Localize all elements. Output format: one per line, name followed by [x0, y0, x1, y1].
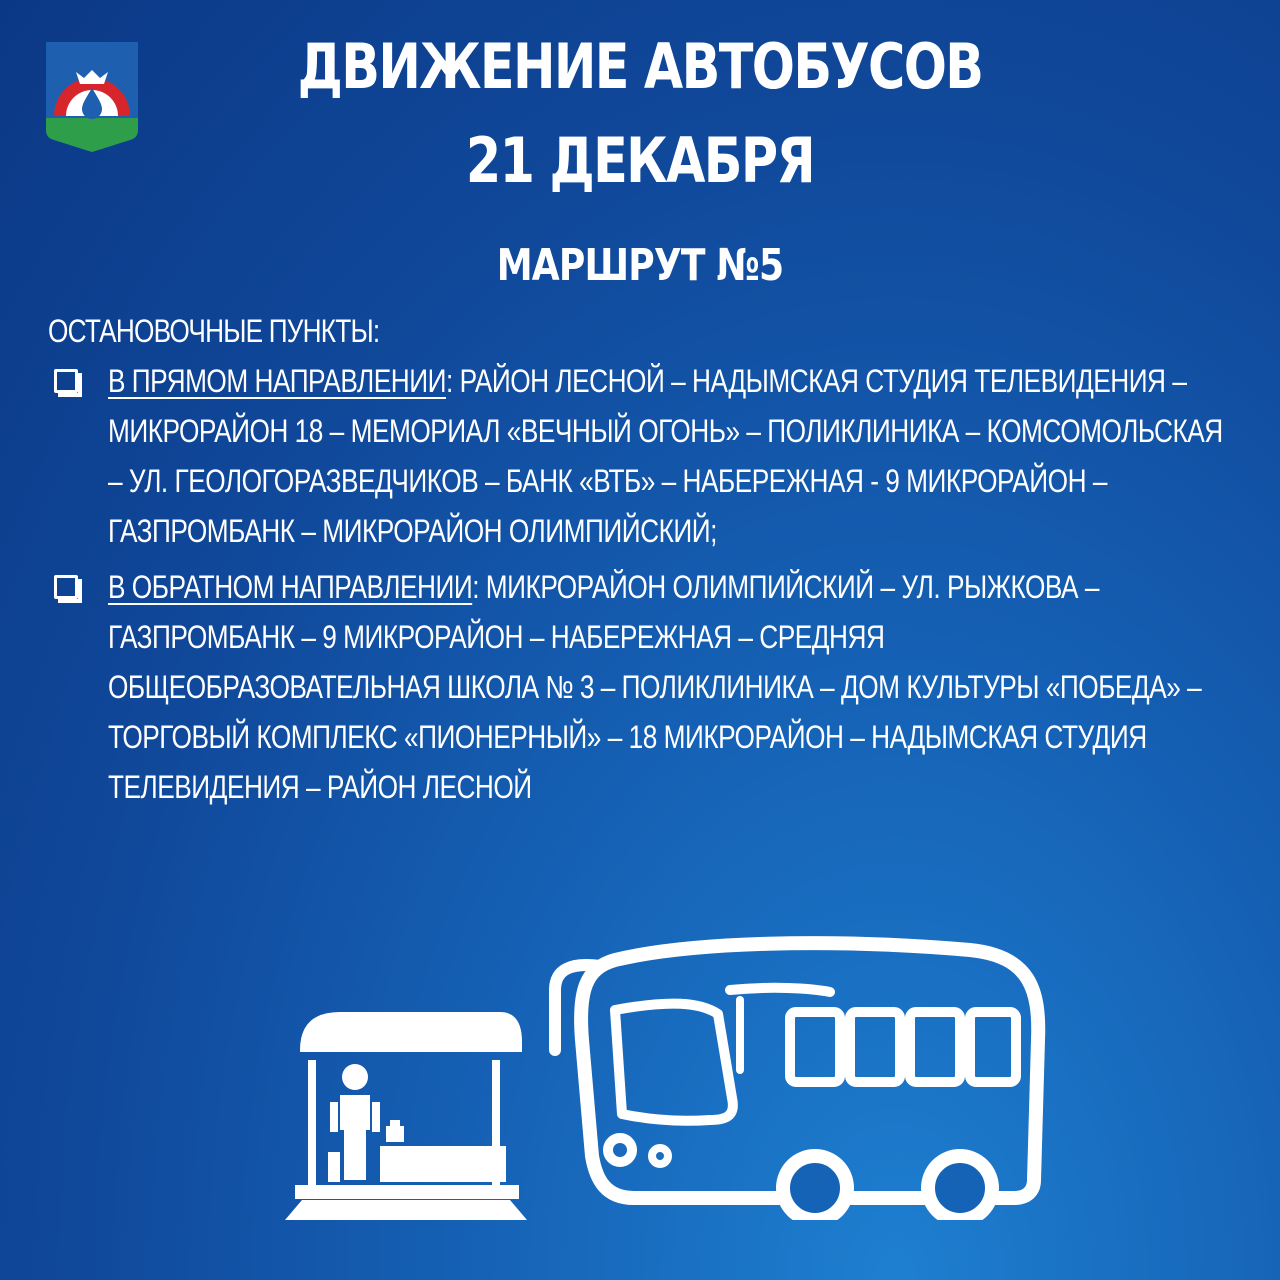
forward-direction-item [46, 356, 1256, 556]
backward-direction-text [108, 562, 1223, 812]
stops-label: ОСТАНОВОЧНЫЕ ПУНКТЫ: [48, 313, 380, 349]
route-title: МАРШРУТ №5 [496, 240, 784, 291]
page-title-line-2: 21 ДЕКАБРЯ [465, 124, 815, 197]
bus-stop-icon [285, 1012, 527, 1220]
checkbox-icon [54, 369, 78, 393]
backward-direction-label: В ОБРАТНОМ НАПРАВЛЕНИИ [108, 569, 473, 605]
checkbox-icon [54, 575, 78, 599]
forward-direction-stops: : РАЙОН ЛЕСНОЙ – НАДЫМСКАЯ СТУДИЯ ТЕЛЕВИДЕНИЯ – МИКРОРАЙОН 18 – МЕМОРИАЛ «ВЕЧНЫЙ ОГОНЬ» – ПОЛИКЛИНИКА – КОМСОМОЛЬСКАЯ – УЛ. ГЕОЛОГОРАЗВЕДЧИКОВ – БАНК «ВТБ» – НАБЕРЕЖНАЯ - 9 МИКРОРАЙОН – ГАЗПРОМБАНК – МИКРОРАЙОН ОЛИМПИЙСКИЙ; [108, 363, 1223, 549]
forward-direction-text [108, 356, 1223, 556]
bus-icon [555, 943, 1038, 1220]
backward-direction-stops: : МИКРОРАЙОН ОЛИМПИЙСКИЙ – УЛ. РЫЖКОВА – ГАЗПРОМБАНК – 9 МИКРОРАЙОН – НАБЕРЕЖНАЯ – СРЕДНЯЯ ОБЩЕОБРАЗОВАТЕЛЬНАЯ ШКОЛА № 3 – ПОЛИКЛИНИКА – ДОМ КУЛЬТУРЫ «ПОБЕДА» – ТОРГОВЫЙ КОМПЛЕКС «ПИОНЕРНЫЙ» – 18 МИКРОРАЙОН – НАДЫМСКАЯ СТУДИЯ ТЕЛЕВИДЕНИЯ – РАЙОН ЛЕСНОЙ [108, 569, 1202, 805]
forward-direction-label: В ПРЯМОМ НАПРАВЛЕНИИ [108, 363, 446, 399]
page-title-line-1: ДВИЖЕНИЕ АВТОБУСОВ [297, 30, 983, 103]
backward-direction-item [46, 562, 1256, 812]
bus-stop-and-bus-illustration [270, 930, 1070, 1220]
